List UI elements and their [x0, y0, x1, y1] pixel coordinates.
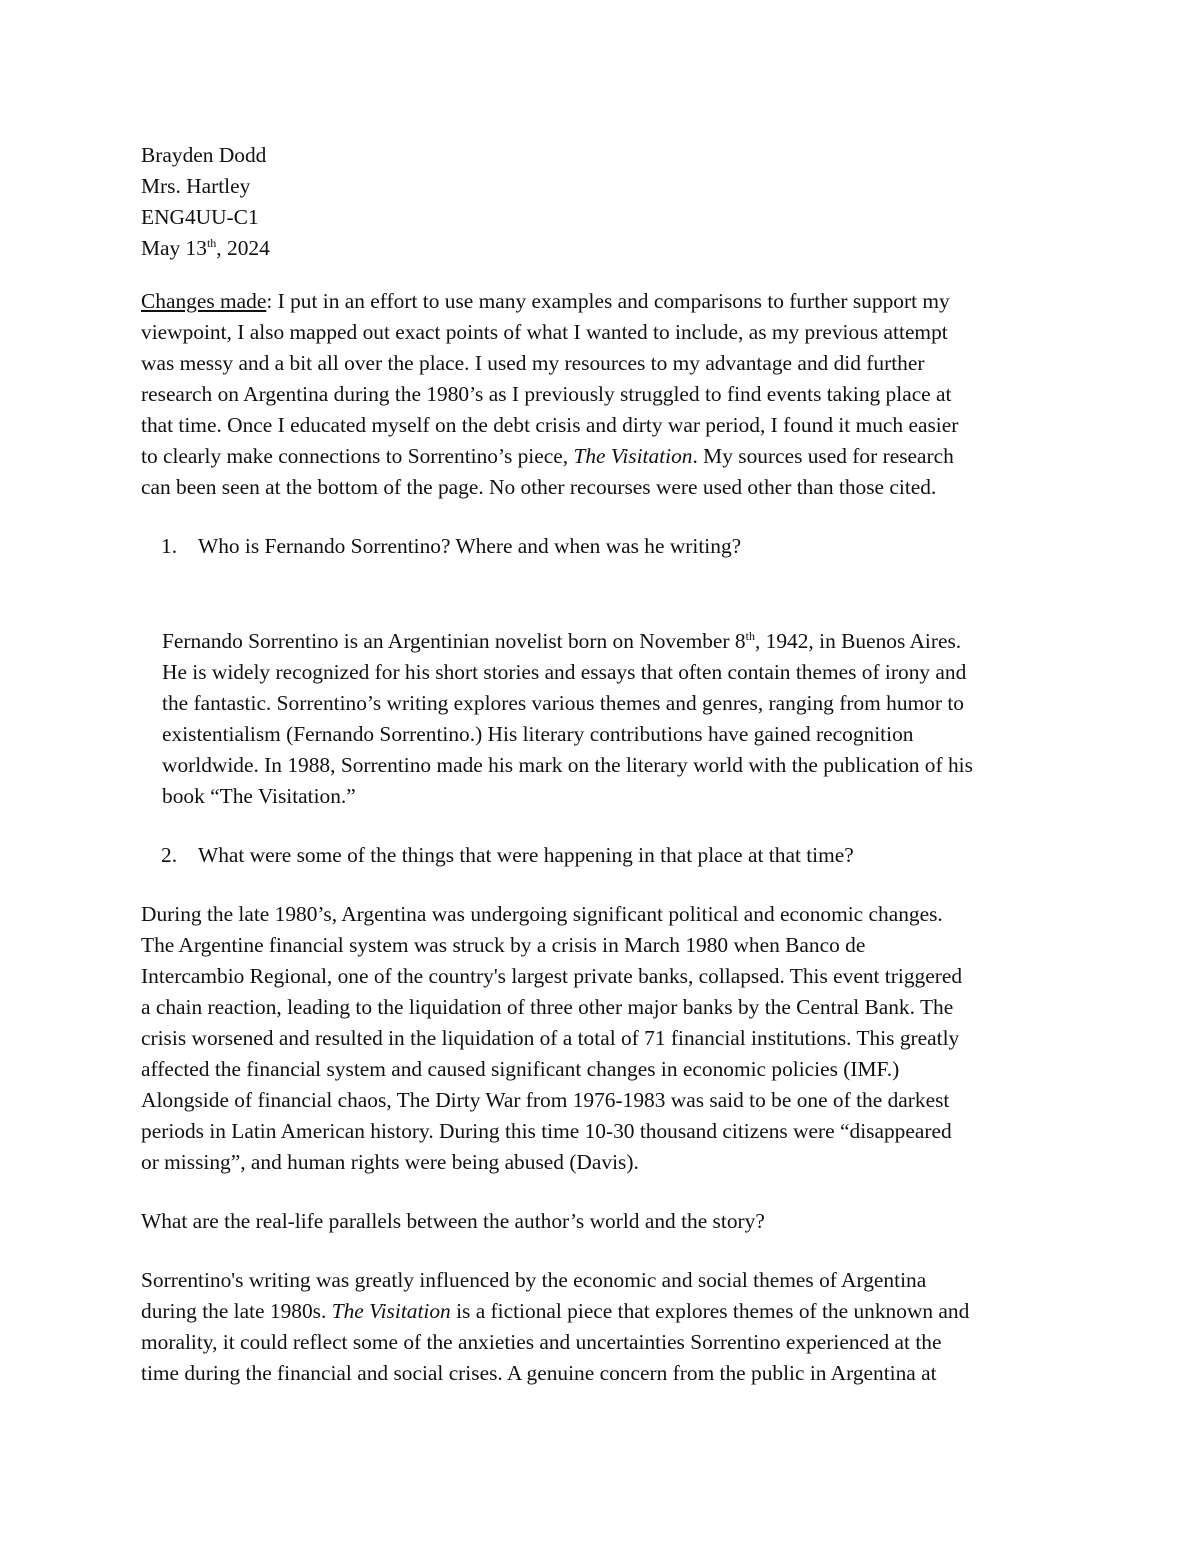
question-1-number: 1.	[161, 534, 178, 558]
changes-line-6	[141, 441, 1061, 472]
spacer	[141, 562, 1061, 598]
date-suffix: , 2024	[216, 236, 270, 260]
answer-3-line-2	[141, 1296, 1061, 1327]
changes-line-2: viewpoint, I also mapped out exact points of what I wanted to include, as my previous attempt	[141, 320, 948, 344]
changes-made-paragraph	[141, 286, 1061, 503]
answer-1-line-1	[162, 626, 1061, 657]
answer-1-line-6: book “The Visitation.”	[162, 784, 356, 808]
question-3-text: What are the real-life parallels between the author’s world and the story?	[141, 1209, 765, 1233]
changes-line-7: can been seen at the bottom of the page. No other recourses were used other than those cited.	[141, 475, 937, 499]
answer-3-line-3: morality, it could reflect some of the anxieties and uncertainties Sorrentino experienced at the	[141, 1330, 942, 1354]
question-2-number: 2.	[161, 843, 178, 867]
question-2	[141, 840, 1061, 871]
student-name: Brayden Dodd	[141, 143, 267, 167]
header-block	[141, 140, 1061, 264]
answer-2-line: or missing”, and human rights were being abused (Davis).	[141, 1150, 639, 1174]
answer-1-line-3: the fantastic. Sorrentino’s writing explores various themes and genres, ranging from humor to	[162, 691, 964, 715]
answer-3-line-1: Sorrentino's writing was greatly influenced by the economic and social themes of Argentina	[141, 1268, 927, 1292]
question-1-text: Who is Fernando Sorrentino? Where and when was he writing?	[198, 534, 742, 558]
changes-line-6-pre: to clearly make connections to Sorrentino’s piece,	[141, 444, 574, 468]
answer-2-line: During the late 1980’s, Argentina was undergoing significant political and economic changes.	[141, 902, 943, 926]
answer-3-paragraph	[141, 1265, 1061, 1389]
changes-line-4: research on Argentina during the 1980’s as I previously struggled to find events taking place at	[141, 382, 952, 406]
answer-2-line: a chain reaction, leading to the liquidation of three other major banks by the Central Bank. The	[141, 995, 954, 1019]
changes-label: Changes made	[141, 289, 267, 313]
teacher-name: Mrs. Hartley	[141, 174, 251, 198]
answer-2-paragraph	[141, 899, 1061, 1178]
course-code: ENG4UU-C1	[141, 205, 259, 229]
changes-line-6-post: . My sources used for research	[692, 444, 954, 468]
question-3	[141, 1206, 1061, 1237]
story-title: The Visitation	[573, 444, 693, 468]
document-body	[141, 140, 1061, 1417]
answer-1-line-5: worldwide. In 1988, Sorrentino made his mark on the literary world with the publication of his	[162, 753, 973, 777]
answer-2-line: The Argentine financial system was struck by a crisis in March 1980 when Banco de	[141, 933, 866, 957]
answer-1-line-2: He is widely recognized for his short stories and essays that often contain themes of irony and	[162, 660, 967, 684]
changes-line-1	[141, 286, 1061, 317]
answer-2-line: Alongside of financial chaos, The Dirty War from 1976-1983 was said to be one of the darkest	[141, 1088, 950, 1112]
answer-2-line: Intercambio Regional, one of the country's largest private banks, collapsed. This event triggered	[141, 964, 963, 988]
answer-3-line-4: time during the financial and social crises. A genuine concern from the public in Argentina at	[141, 1361, 937, 1385]
date-prefix: May 13	[141, 236, 207, 260]
question-1	[141, 531, 1061, 562]
answer-3-line-2-pre: during the late 1980s.	[141, 1299, 332, 1323]
question-2-text: What were some of the things that were happening in that place at that time?	[198, 843, 854, 867]
story-title: The Visitation	[331, 1299, 451, 1323]
changes-line-5: that time. Once I educated myself on the debt crisis and dirty war period, I found it much easier	[141, 413, 959, 437]
answer-3-line-2-post: is a fictional piece that explores themes of the unknown and	[450, 1299, 970, 1323]
answer-2-line: periods in Latin American history. During this time 10-30 thousand citizens were “disappeared	[141, 1119, 952, 1143]
date-superscript: th	[206, 235, 217, 250]
changes-line-1-text: : I put in an effort to use many examples and comparisons to further support my	[266, 289, 950, 313]
answer-1-line-1-post: , 1942, in Buenos Aires.	[754, 629, 962, 653]
changes-line-3: was messy and a bit all over the place. I used my resources to my advantage and did further	[141, 351, 925, 375]
birth-date-superscript: th	[745, 628, 755, 643]
date	[141, 233, 1061, 264]
answer-2-line: crisis worsened and resulted in the liquidation of a total of 71 financial institutions. This greatly	[141, 1026, 960, 1050]
answer-1-line-1-pre: Fernando Sorrentino is an Argentinian novelist born on November 8	[162, 629, 746, 653]
answer-1-paragraph	[141, 626, 1061, 812]
answer-2-line: affected the financial system and caused significant changes in economic policies (IMF.)	[141, 1057, 900, 1081]
answer-1-line-4: existentialism (Fernando Sorrentino.) His literary contributions have gained recognition	[162, 722, 914, 746]
